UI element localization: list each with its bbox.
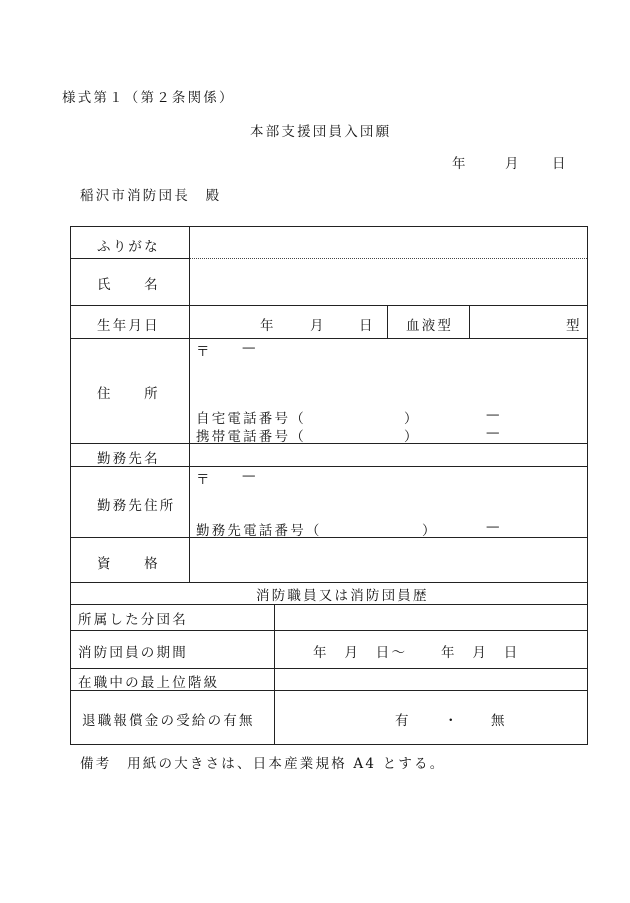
qualification-label: 資 格 [97,556,160,572]
qualification-field[interactable] [192,540,585,580]
workplace-label: 勤務先名 [97,451,160,467]
division-field[interactable] [277,607,585,628]
row-line [70,443,588,444]
workplace-phone-paren-close: ） [422,523,438,539]
address-postal-mark: 〒 [196,344,212,360]
retirement-separator: ・ [444,713,460,729]
birth-month-label: 月 [310,318,326,334]
blood-type-suffix: 型 [566,318,582,334]
workplace-field[interactable] [192,446,585,464]
name-label: 氏 名 [97,277,160,293]
retirement-yes[interactable]: 有 [395,713,411,729]
period-label: 消防団員の期間 [78,645,188,661]
row-line [70,338,588,339]
name-field[interactable] [192,261,585,303]
workplace-phone-label: 勤務先電話番号（ [196,523,322,539]
document-title: 本部支援団員入団願 [250,124,392,140]
row-line [70,668,588,669]
mobile-phone-label: 携帯電話番号（ [196,429,306,445]
row-line [70,258,190,259]
retirement-no[interactable]: 無 [491,713,507,729]
date-month-label: 月 [505,156,521,172]
furigana-label: ふりがな [97,239,160,255]
home-phone-paren-close: ） [404,411,420,427]
furigana-divider [189,258,587,259]
table-border-top [70,226,588,227]
row-line [70,582,588,583]
period-from: 年 月 日～ [313,645,408,661]
workplace-phone-dash: — [486,519,500,535]
top-rank-field[interactable] [277,670,585,688]
furigana-field[interactable] [192,229,585,256]
history-column-divider [274,604,275,745]
division-label: 所属した分団名 [78,612,188,628]
mobile-phone-dash: — [486,425,500,441]
home-phone-label: 自宅電話番号（ [196,411,306,427]
birth-day-label: 日 [359,318,375,334]
row-line [70,604,588,605]
home-phone-dash: — [486,407,500,423]
row-line [70,537,588,538]
row-line [70,305,588,306]
mobile-phone-paren-close: ） [404,429,420,445]
address-label: 住 所 [97,386,160,402]
workplace-address-label: 勤務先住所 [97,498,176,514]
table-border-bottom [70,744,588,745]
form-number: 様式第１（第２条関係） [62,90,235,106]
label-column-divider [189,226,190,583]
history-header: 消防職員又は消防団員歴 [256,588,429,604]
retirement-label: 退職報償金の受給の有無 [82,713,255,729]
addressee: 稲沢市消防団長 殿 [80,188,222,204]
blood-type-divider-left [387,305,388,339]
birthdate-label: 生年月日 [97,318,160,334]
workplace-postal-mark: 〒 [196,472,212,488]
date-year-label: 年 [452,156,468,172]
blood-type-label: 血液型 [406,318,454,334]
top-rank-label: 在職中の最上位階級 [78,675,220,691]
address-postal-dash: — [242,340,258,356]
period-to: 年 月 日 [441,645,520,661]
blood-type-divider-right [469,305,470,339]
birth-year-label: 年 [260,318,276,334]
date-day-label: 日 [552,156,568,172]
footer-note: 備考 用紙の大きさは、日本産業規格 A4 とする。 [80,756,446,772]
row-line [70,630,588,631]
workplace-postal-dash: — [242,468,258,484]
